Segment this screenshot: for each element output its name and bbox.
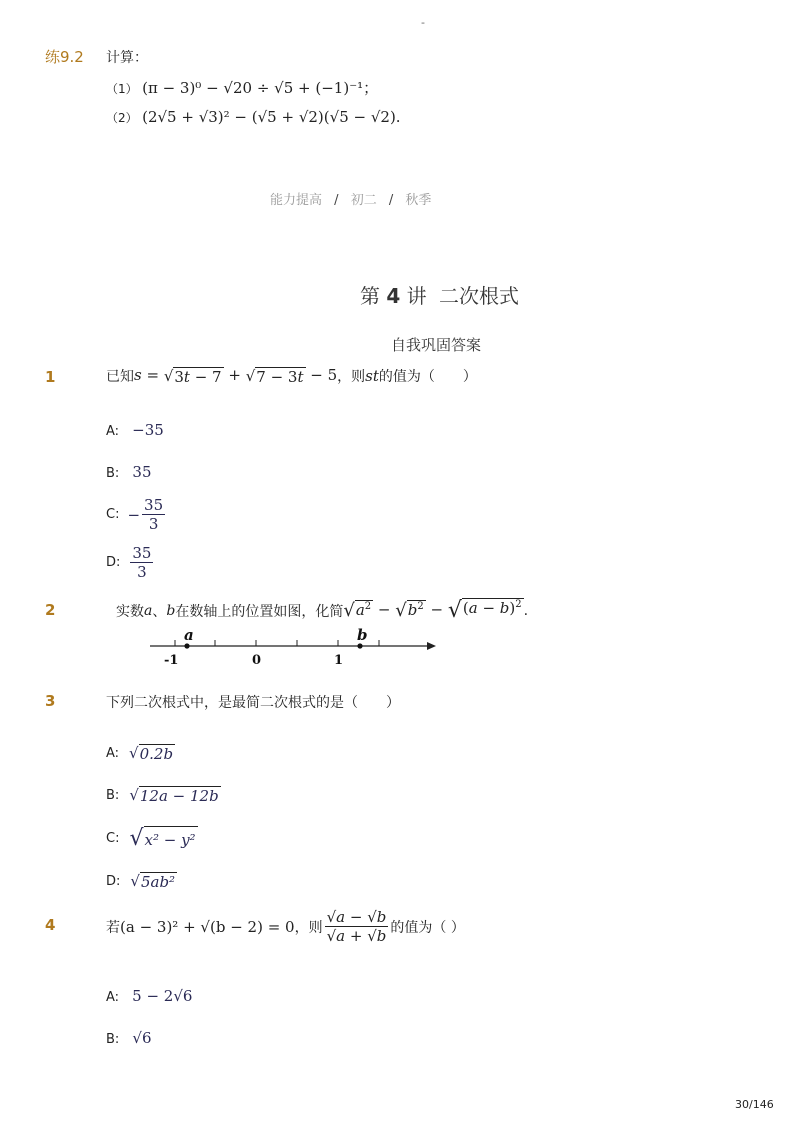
q3-option-a-radicand: 0.2b [139, 745, 174, 763]
q4-option-a-label: A: [106, 990, 120, 1005]
q2-var-a: a [144, 602, 153, 619]
practice-item-2 [106, 108, 401, 126]
q1-stem-post: 的值为（ ） [378, 369, 477, 385]
practice-item-2-expr: (2√5 + √3)² − (√5 + √2)(√5 − √2). [142, 108, 401, 126]
question-1-number: 1 [45, 368, 56, 386]
number-line-ticks [175, 640, 379, 646]
q3-option-c-value: √ x² − y² [129, 826, 196, 851]
q3-option-b-value: √ 12a − 12b [129, 786, 219, 805]
q2-stem-mid: 在数轴上的位置如图，化简 [175, 603, 344, 620]
q1-option-a-value: −35 [132, 421, 164, 439]
practice-item-1-expr: (π − 3)⁰ − √20 ÷ √5 + (−1)⁻¹； [142, 79, 379, 97]
q3-option-c-label: C: [106, 831, 120, 846]
practice-title: 计算： [106, 50, 148, 66]
q4-fraction-denominator: √a + √b [326, 927, 387, 945]
q2-stem-end: . [523, 602, 529, 619]
point-a-label: a [184, 626, 194, 644]
q4-stem-pre: 若 [106, 919, 120, 936]
q1-option-b-value: 35 [132, 463, 152, 481]
point-a-dot [184, 643, 189, 648]
practice-item-2-no: （2） [106, 111, 138, 125]
practice-item-1-no: （1） [106, 82, 138, 96]
q2-sep: 、 [152, 603, 167, 620]
q1-option-d-denominator: 3 [137, 563, 147, 581]
q2-formula: √ $a^2$ − √ $b^2$ − √ $(a - b)^2$ [343, 598, 522, 623]
q1-option-d-label: D: [106, 555, 121, 570]
q3-option-c[interactable] [106, 826, 198, 851]
q1-option-c-denominator: 3 [148, 515, 159, 533]
point-b-dot [357, 643, 362, 648]
breadcrumb-item-3: 秋季 [405, 193, 432, 208]
tick-label-0: 0 [252, 653, 262, 668]
q1-option-b[interactable] [106, 462, 152, 481]
breadcrumb-sep-2: / [388, 193, 394, 208]
q3-option-b-radicand: 12a − 12b [139, 787, 219, 805]
q3-option-a-label: A: [106, 746, 120, 761]
q1-option-d-numerator: 35 [132, 544, 152, 562]
question-3-number: 3 [45, 692, 56, 710]
q1-formula: s = √ 3t − 7 + √ 7 − 3t − 5 [134, 366, 338, 386]
q3-option-d[interactable] [106, 872, 177, 891]
q1-stem-var: st [365, 367, 379, 385]
question-4-number: 4 [45, 916, 56, 934]
q3-option-a[interactable] [106, 744, 175, 763]
breadcrumb-item-2: 初二 [350, 193, 377, 208]
question-4-stem [106, 908, 465, 945]
point-b-label: b [357, 626, 368, 644]
q4-option-b-label: B: [106, 1032, 120, 1047]
q3-option-d-value: √ 5ab² [130, 872, 176, 891]
q4-fraction-numerator: √a − √b [326, 908, 387, 926]
breadcrumb-item-1: 能力提高 [270, 193, 323, 208]
tick-label-minus-1: -1 [164, 653, 179, 668]
practice-label [45, 46, 84, 67]
question-2-stem [116, 598, 528, 623]
top-mark: - [421, 16, 425, 29]
lecture-title-post: 讲 [406, 284, 427, 308]
q1-option-c-numerator: 35 [144, 496, 164, 514]
page-number: 30/146 [735, 1098, 774, 1111]
number-line-arrow [427, 642, 436, 650]
q1-option-d-fraction [130, 544, 153, 581]
q1-option-a[interactable] [106, 420, 164, 439]
section-title: 自我巩固答案 [391, 336, 482, 354]
breadcrumb-sep-1: / [334, 193, 339, 208]
q4-option-b-value: √6 [132, 1029, 152, 1047]
q3-option-a-value: √ 0.2b [129, 744, 174, 763]
question-2-number: 2 [45, 601, 56, 619]
q4-fraction [325, 908, 389, 945]
q4-stem-mid: ，则 [294, 919, 323, 936]
q1-option-c-sign: − [127, 505, 141, 524]
question-3-stem: 下列二次根式中，是最简二次根式的是（ ） [106, 695, 400, 711]
q3-option-d-radicand: 5ab² [140, 873, 176, 891]
q3-option-b-label: B: [106, 788, 120, 803]
practice-label-text: 练9.2 [45, 48, 84, 66]
breadcrumb [270, 189, 431, 208]
q1-option-c[interactable] [106, 496, 167, 533]
question-1-stem [106, 366, 477, 386]
q3-option-b[interactable] [106, 786, 221, 805]
q3-option-c-radicand: x² − y² [144, 826, 198, 851]
q2-stem-pre: 实数 [116, 603, 144, 620]
q4-option-b[interactable] [106, 1028, 152, 1047]
q4-stem-post: 的值为（ ） [390, 919, 465, 936]
lecture-title-pre: 第 [360, 284, 380, 308]
q1-option-b-label: B: [106, 466, 120, 481]
q1-option-c-fraction [142, 496, 165, 533]
lecture-title-topic: 二次根式 [439, 284, 519, 308]
lecture-title [360, 280, 519, 309]
q2-var-b: b [166, 602, 176, 619]
q1-option-d[interactable] [106, 544, 155, 581]
q1-option-c-label: C: [106, 507, 120, 522]
q1-option-a-label: A: [106, 424, 120, 439]
q1-stem-mid: ，则 [337, 369, 366, 385]
q3-option-d-label: D: [106, 874, 121, 889]
q4-option-a[interactable] [106, 986, 192, 1005]
tick-label-1: 1 [334, 653, 344, 668]
number-line [140, 624, 445, 670]
practice-item-1 [106, 77, 378, 98]
q4-option-a-value: 5 − 2√6 [132, 987, 193, 1005]
lecture-title-num: 4 [386, 284, 401, 308]
q4-stem-eq: (a − 3)² + √(b − 2) = 0 [120, 917, 295, 936]
q1-stem-pre: 已知 [106, 369, 134, 385]
